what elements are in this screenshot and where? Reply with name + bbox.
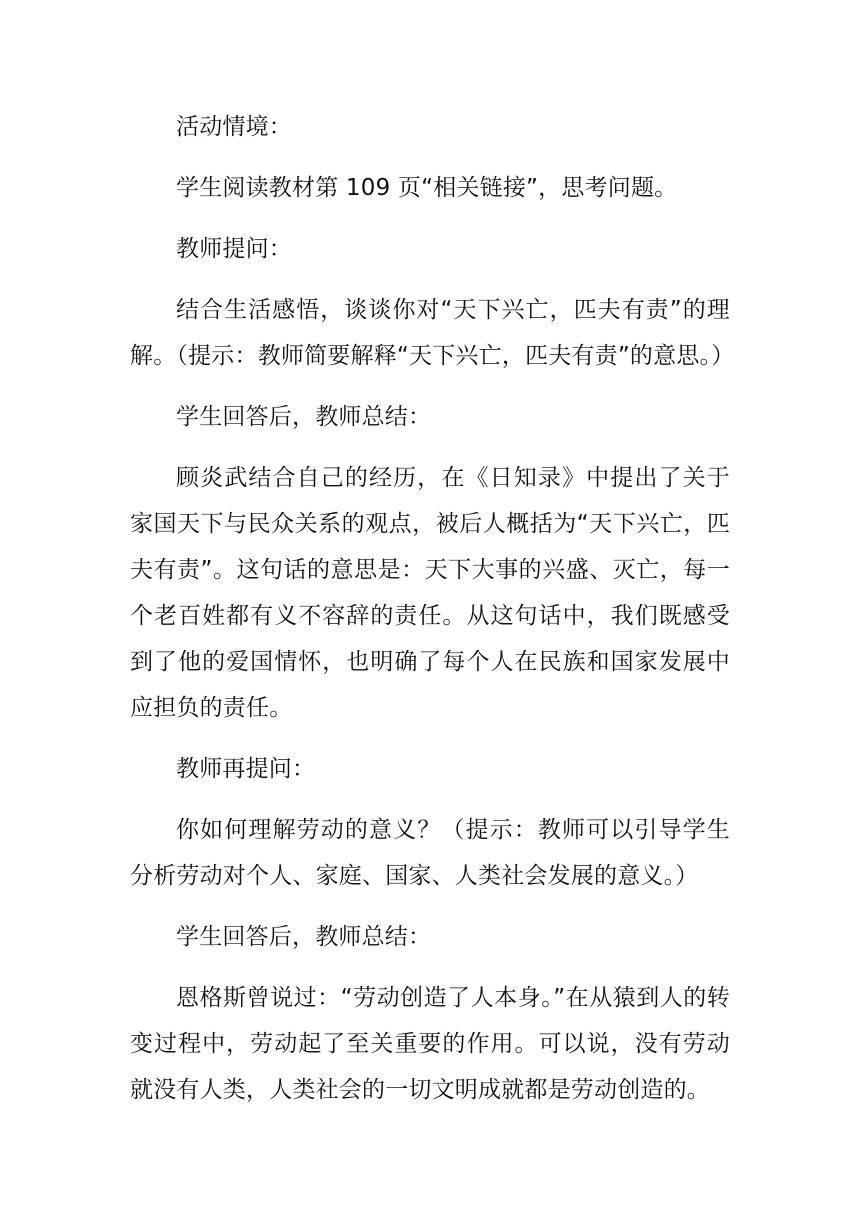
summary-text-2: 恩格斯曾说过：“劳动创造了人本身。”在从猿到人的转变过程中，劳动起了至关重要的作用。可以说，没有劳动就没有人类，人类社会的一切文明成就都是劳动创造的。 xyxy=(130,985,730,1103)
summary-text-1: 顾炎武结合自己的经历，在《日知录》中提出了关于家国天下与民众关系的观点，被后人概括为“天下兴亡，匹夫有责”。这句话的意思是：天下大事的兴盛、灭亡，每一个老百姓都有义不容辞的责任。从这句话中，我们既感受到了他的爱国情怀，也明确了每个人在民族和国家发展中应担负的责任。 xyxy=(130,465,730,721)
question-text-1: 结合生活感悟，谈谈你对“天下兴亡，匹夫有责”的理解。（提示：教师简要解释“天下兴亡，匹夫有责”的意思。） xyxy=(130,297,735,369)
heading-teacher-question: 教师提问： xyxy=(176,236,292,262)
heading-teacher-summary-1: 学生回答后，教师总结： xyxy=(176,404,432,430)
question-text-2: 你如何理解劳动的意义？（提示：教师可以引导学生分析劳动对个人、家庭、国家、人类社会发展的意义。） xyxy=(130,817,730,889)
document-page xyxy=(130,104,735,1128)
heading-teacher-summary-2: 学生回答后，教师总结： xyxy=(176,924,432,950)
heading-activity-context: 活动情境： xyxy=(176,114,292,140)
activity-description: 学生阅读教材第 109 页“相关链接”，思考问题。 xyxy=(176,175,678,201)
heading-teacher-question-2: 教师再提问： xyxy=(176,756,316,782)
